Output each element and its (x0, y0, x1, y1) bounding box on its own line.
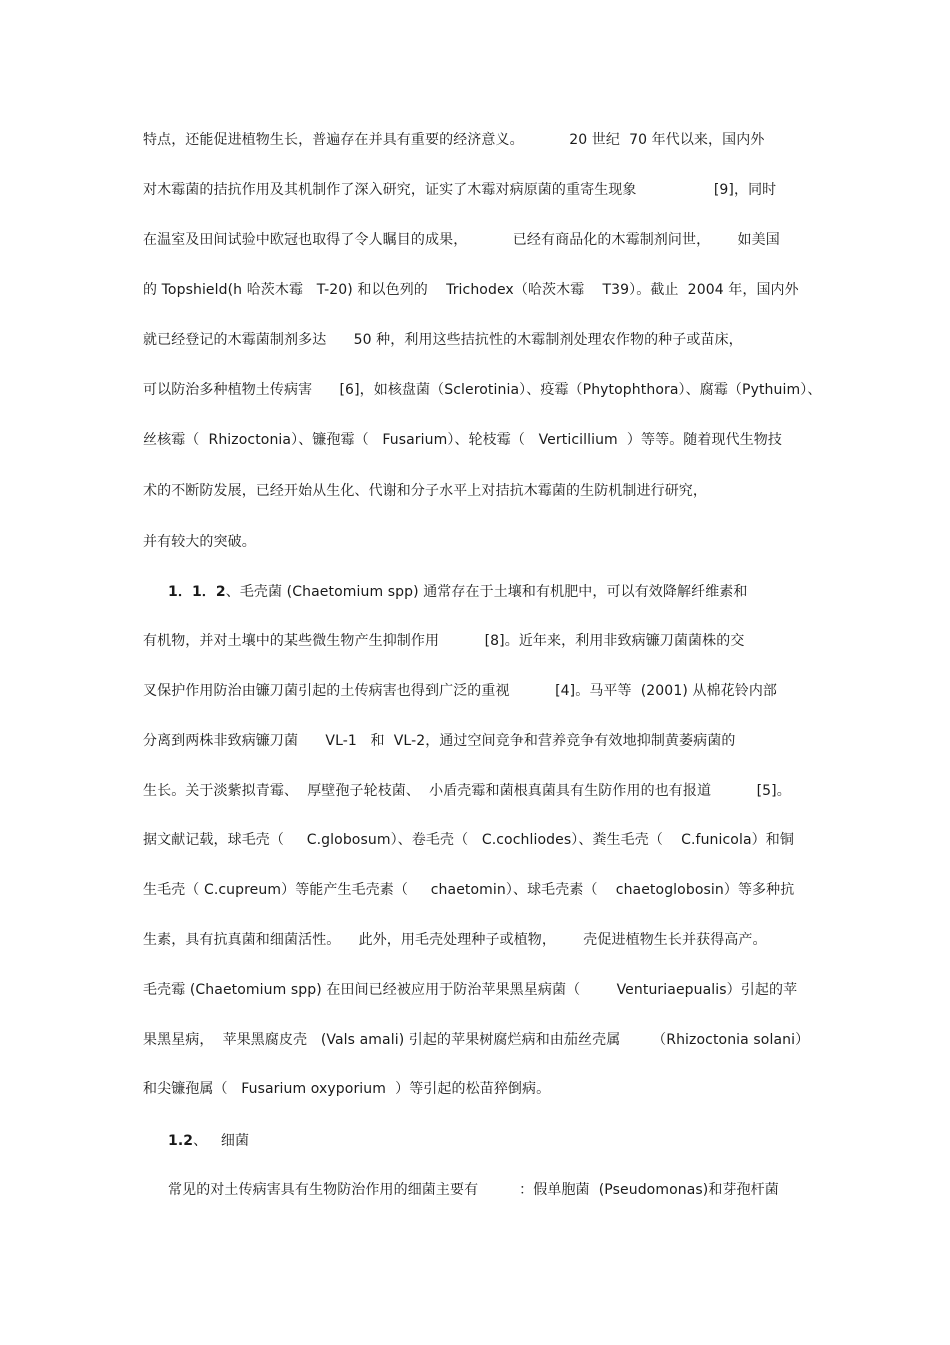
paragraph-line: 生毛壳（ C.cupreum）等能产生毛壳素（ chaetomin）、球毛壳素（ chaetoglobosin）等多种抗 (143, 882, 795, 898)
paragraph-line: 常见的对土传病害具有生物防治作用的细菌主要有 ：假单胞菌 (Pseudomonas)和芽孢杆菌 (168, 1182, 779, 1198)
paragraph-line: 并有较大的突破。 (143, 534, 256, 550)
paragraph-line: 可以防治多种植物土传病害 [6]，如核盘菌（Sclerotinia）、疫霉（Phytophthora）、腐霉（Pythuim）、 (143, 382, 822, 398)
section-heading-line (168, 582, 838, 602)
paragraph-line: 就已经登记的木霉菌制剂多达 50 种，利用这些拮抗性的木霉制剂处理农作物的种子或苗床， (143, 332, 743, 348)
paragraph-line: 和尖镰孢属（ Fusarium oxyporium ）等引起的松苗猝倒病。 (143, 1081, 551, 1097)
paragraph-line: 分离到两株非致病镰刀菌 VL-1 和 VL-2，通过空间竞争和营养竞争有效地抑制黄萎病菌的 (143, 733, 736, 749)
paragraph-line: 的 Topshield(h 哈茨木霉 T-20) 和以色列的 Trichodex（哈茨木霉 T39）。截止 2004 年，国内外 (143, 282, 799, 298)
section-title: 、 细菌 (193, 1133, 250, 1149)
paragraph-line: 生素，具有抗真菌和细菌活性。 此外，用毛壳处理种子或植物， 壳促进植物生长并获得高产。 (143, 932, 767, 948)
section-number: 1．1．2 (168, 584, 226, 600)
section-first-line: 、毛壳菌 (Chaetomium spp) 通常存在于土壤和有机肥中，可以有效降解纤维素和 (225, 584, 748, 600)
paragraph-line: 特点，还能促进植物生长，普遍存在并具有重要的经济意义。 20 世纪 70 年代以来，国内外 (143, 132, 765, 148)
paragraph-line: 有机物，并对土壤中的某些微生物产生抑制作用 [8]。近年来，利用非致病镰刀菌菌株的交 (143, 633, 745, 649)
paragraph-line: 在温室及田间试验中欧冠也取得了令人瞩目的成果， 已经有商品化的木霉制剂问世， 如美国 (143, 232, 780, 248)
paragraph-line: 毛壳霉 (Chaetomium spp) 在田间已经被应用于防治苹果黑星病菌（ Venturiaepualis）引起的苹 (143, 982, 798, 998)
paragraph-line: 丝核霉（ Rhizoctonia）、镰孢霉（ Fusarium）、轮枝霉（ Verticillium ）等等。随着现代生物技 (143, 432, 782, 448)
section-heading-line (168, 1131, 838, 1151)
paragraph-line: 术的不断防发展，已经开始从生化、代谢和分子水平上对拮抗木霉菌的生防机制进行研究， (143, 483, 707, 499)
paragraph-line: 叉保护作用防治由镰刀菌引起的土传病害也得到广泛的重视 [4]。马平等 (2001) 从棉花铃内部 (143, 683, 778, 699)
paragraph-line: 据文献记载，球毛壳（ C.globosum）、卷毛壳（ C.cochliodes）、粪生毛壳（ C.funicola）和铜 (143, 832, 794, 848)
paragraph-line: 生长。关于淡紫拟青霉、 厚壁孢子轮枝菌、 小盾壳霉和菌根真菌具有生防作用的也有报道 [5]。 (143, 783, 791, 799)
paragraph-line: 果黑星病， 苹果黑腐皮壳 (Vals amali) 引起的苹果树腐烂病和由茄丝壳属 （Rhizoctonia solani） (143, 1032, 810, 1048)
paragraph-line: 对木霉菌的拮抗作用及其机制作了深入研究，证实了木霉对病原菌的重寄生现象 [9]，同时 (143, 182, 777, 198)
section-number: 1.2 (168, 1133, 194, 1149)
